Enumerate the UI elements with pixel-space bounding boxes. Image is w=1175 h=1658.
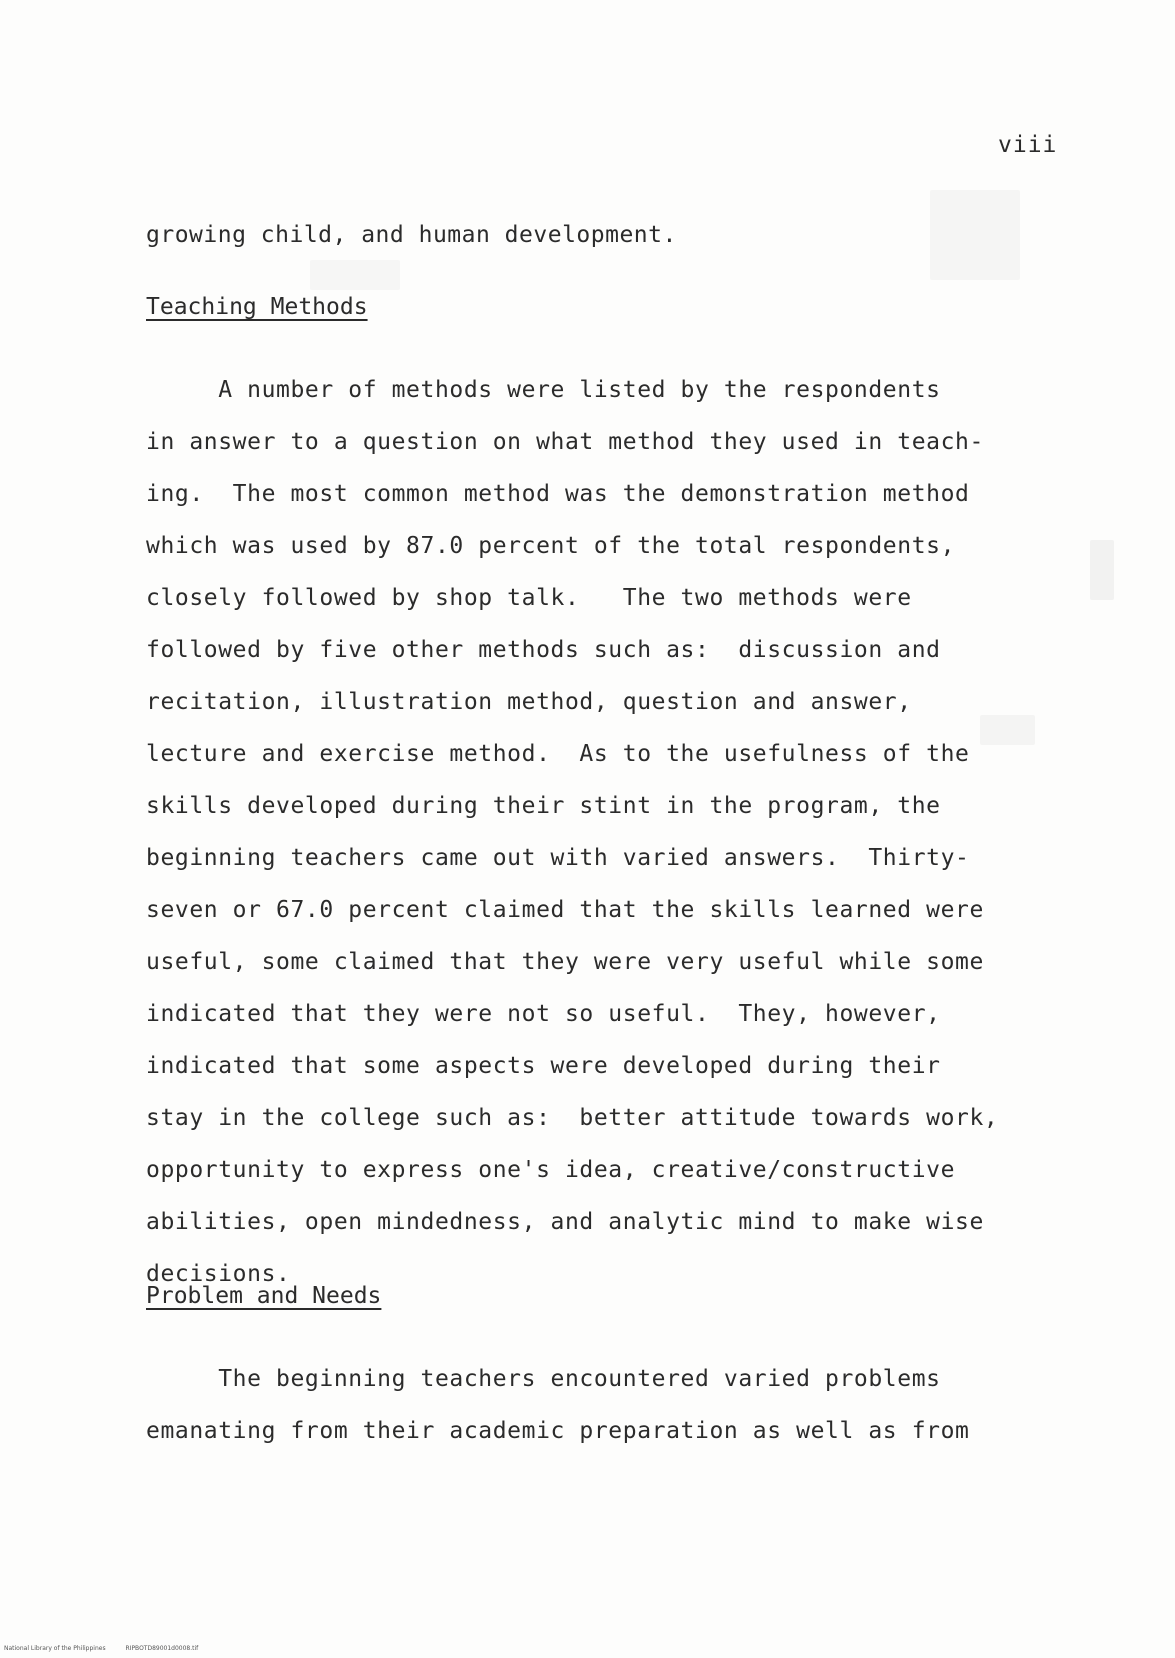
paragraph-line: abilities, open mindedness, and analytic mind to make wise <box>146 1209 984 1235</box>
page-number: viii <box>998 132 1058 158</box>
paragraph-line: opportunity to express one's idea, creative/constructive <box>146 1157 956 1183</box>
section-heading-teaching-methods: Teaching Methods <box>146 294 368 320</box>
paragraph-line: in answer to a question on what method they used in teach- <box>146 429 984 455</box>
paragraph-line: closely followed by shop talk. The two methods were <box>146 585 912 611</box>
paragraph-line: indicated that some aspects were developed during their <box>146 1053 941 1079</box>
scan-speckle <box>1090 540 1114 600</box>
footer-library: National Library of the Philippines <box>4 1645 106 1652</box>
paragraph-line: followed by five other methods such as: discussion and <box>146 637 941 663</box>
intro-line: growing child, and human development. <box>146 222 677 248</box>
footer-file: RIPBOTD89001d0008.tif <box>125 1645 199 1652</box>
section-heading-problem-and-needs: Problem and Needs <box>146 1283 382 1309</box>
paragraph-line: recitation, illustration method, question and answer, <box>146 689 912 715</box>
paragraph-line: decisions. <box>146 1261 291 1287</box>
paragraph-line: skills developed during their stint in the program, the <box>146 793 941 819</box>
paragraph-line: ing. The most common method was the demonstration method <box>146 481 970 507</box>
teaching-methods-paragraph <box>146 364 1066 1300</box>
paragraph-line: stay in the college such as: better attitude towards work, <box>146 1105 999 1131</box>
paragraph-line: emanating from their academic preparation as well as from <box>146 1418 970 1444</box>
paragraph-line: A number of methods were listed by the respondents <box>146 377 941 403</box>
scan-speckle <box>930 190 1020 280</box>
paragraph-line: useful, some claimed that they were very useful while some <box>146 949 984 975</box>
paragraph-line: seven or 67.0 percent claimed that the skills learned were <box>146 897 984 923</box>
problem-and-needs-paragraph <box>146 1353 1066 1457</box>
scan-footer <box>4 1645 198 1652</box>
paragraph-line: lecture and exercise method. As to the usefulness of the <box>146 741 970 767</box>
paragraph-line: beginning teachers came out with varied answers. Thirty- <box>146 845 970 871</box>
paragraph-line: The beginning teachers encountered varied problems <box>146 1366 941 1392</box>
paragraph-line: indicated that they were not so useful. They, however, <box>146 1001 941 1027</box>
paragraph-line: which was used by 87.0 percent of the total respondents, <box>146 533 956 559</box>
scan-speckle <box>310 260 400 290</box>
